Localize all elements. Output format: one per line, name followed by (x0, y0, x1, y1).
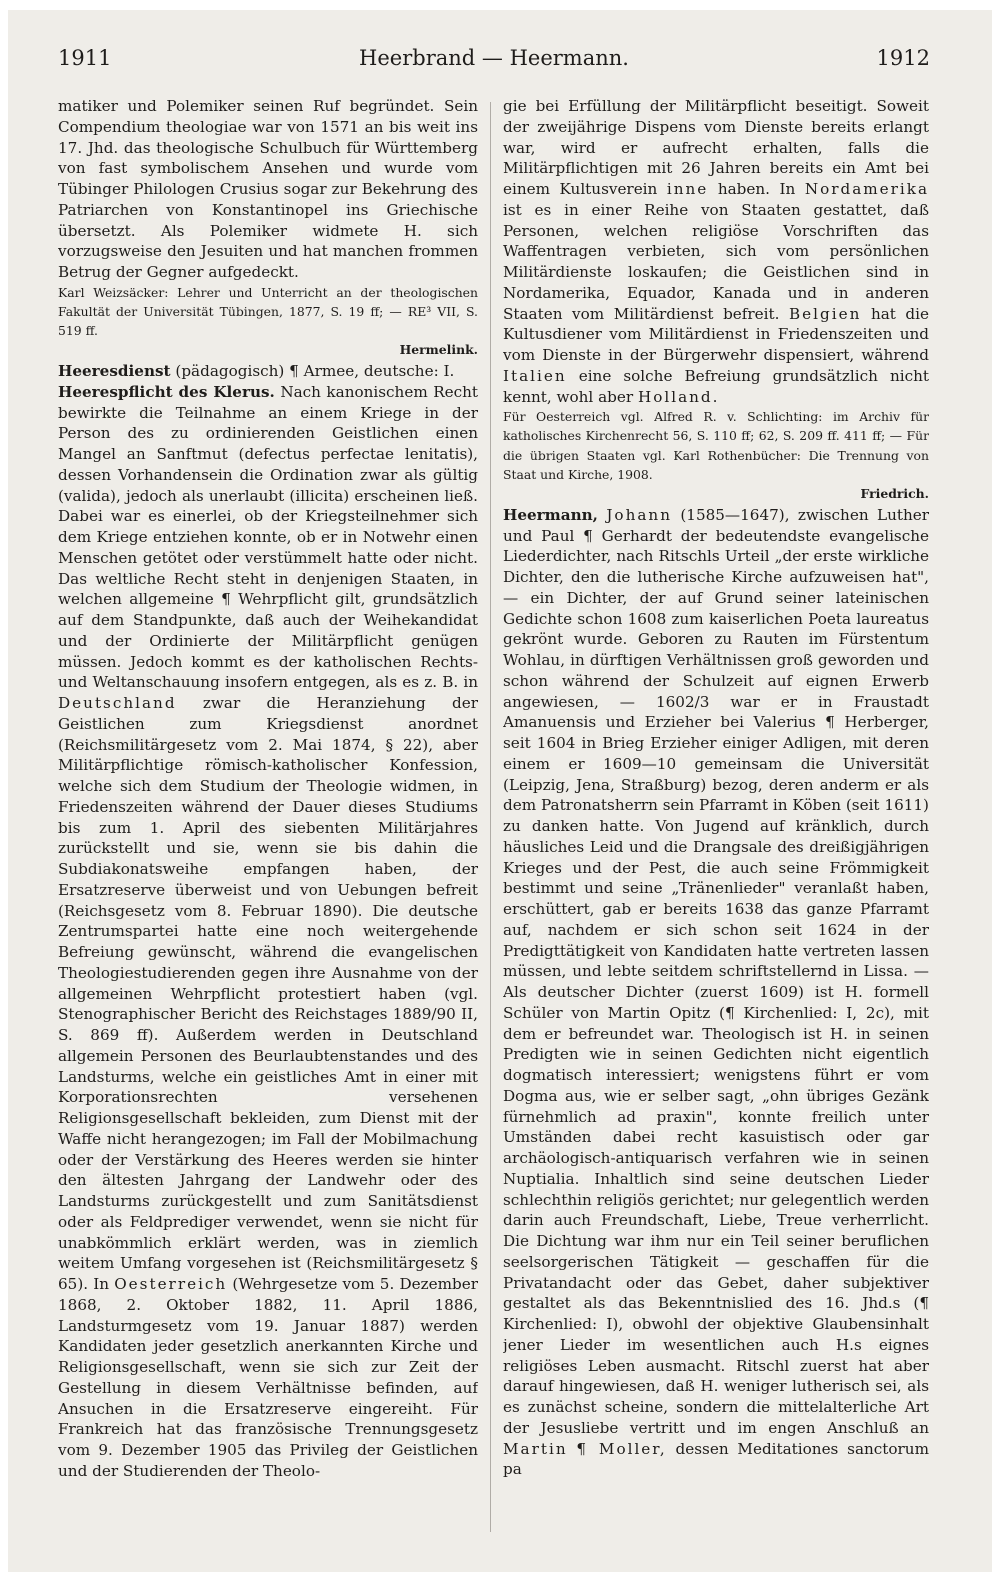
spaced-term: Italien (503, 366, 567, 385)
entry (503, 505, 929, 1480)
entry (58, 361, 478, 382)
entry-text: dessen Meditationes sanctorum pa (503, 1439, 929, 1479)
running-title: Heerbrand — Heermann. (359, 46, 629, 70)
entry-text: gie bei Erfüllung der Militärpflicht beseitigt. Soweit der zweijährige Dispens vom Dienste bereits erlangt war, wird er aufrecht erhalten, falls die Militärpflichtigen mit 26 Jahren bereits ein Amt bei einem Kultusverein (503, 97, 929, 198)
spaced-term: Martin (503, 1439, 568, 1458)
author-signature: Hermelink. (399, 342, 478, 358)
entry-text: hat die Kultusdiener vom Militärdienst in Friedenszeiten und vom Dienste in der Bürgerwehr dispensiert, während (503, 304, 929, 364)
paragraph: matiker und Polemiker seinen Ruf begründet. Sein Compendium theologiae war von 1571 an bis weit ins 17. Jhd. das theologische Schulbuch für Württemberg von fast symbolischem Ansehen und wurde vom Tübinger Philologen Crusius sogar zur Bekehrung des Patriarchen von Konstantinopel ins Griechische übersetzt. Als Polemiker widmete H. sich vorzugsweise den Jesuiten und hat manchen frommen Betrug der Gegner aufgedeckt. (58, 97, 478, 281)
headword: Heeresdienst (58, 362, 171, 381)
left-column-number: 1911 (58, 46, 112, 70)
entry-text: haben. In (717, 180, 796, 198)
paragraph (503, 96, 929, 407)
entry-text: eine solche Befreiung grundsätzlich nicht kennt, wohl aber (503, 366, 929, 406)
spaced-term: inne (666, 180, 709, 198)
entry-text: Nach kanonischem Recht bewirkte die Teilnahme an einem Kriege in der Person des zu ordinierenden Geistlichen einen Mangel an Sanftmut (defectus perfectae lenitatis), dessen Vorhandensein die Ordination zwar als gültig (valida), jedoch als unerlaubt (illicita) erscheinen ließ. Dabei war es einerlei, ob der Kriegsteilnehmer sich dem Kriege entziehen konnte, ob er in Notwehr einen Menschen getötet oder verstümmelt hatte oder nicht. Das weltliche Recht steht in denjenigen Staaten, in welchen allgemeine ¶ Wehrpflicht gilt, grundsätzlich auf dem Standpunkte, daß auch der Weihekandidat und der Ordinierte der Militärpflicht genügen müssen. Jedoch kommt es der katholischen Rechts- und Weltanschauung insofern entgegen, als es z. B. in (58, 382, 478, 692)
spaced-term: Oesterreich (114, 1275, 228, 1294)
spaced-term: Johann (606, 505, 672, 524)
headword: Heermann, (503, 505, 598, 524)
spaced-term: Holland. (637, 387, 720, 406)
entry-text: (Wehrgesetze vom 5. Dezember 1868, 2. Oktober 1882, 11. April 1886, Landsturmgesetz vom 19. Januar 1887) werden Kandidaten jeder gesetzlich anerkannten Kirche und Religionsgesellschaft, wenn sie sich zur Zeit der Gestellung in diesem Verhältnisse befinden, auf Ansuchen in die Ersatzreserve eingereiht. Für Frankreich hat das französische Trennungsgesetz vom 9. Dezember 1905 das Privileg der Geistlichen und der Studierenden der Theolo- (58, 1275, 478, 1480)
entry-text: zwar die Heranziehung der Geistlichen zum Kriegsdienst anordnet (Reichsmilitärgesetz vom 2. Mai 1874, § 22), aber Militärpflichtige römisch-katholischer Konfession, welche sich dem Studium der Theologie widmen, in Friedenszeiten während der Dauer dieses Studiums bis zum 1. April des siebenten Militärjahres zurückstellt und sie, wenn sie bis dahin die Subdiakonatsweihe empfangen haben, der Ersatzreserve überweist und von Uebungen befreit (Reichsgesetz vom 8. Februar 1890). Die deutsche Zentrumspartei hatte eine noch weitergehende Befreiung gewünscht, während die evangelischen Theologiestudierenden gegen ihre Ausnahme von der allgemeinen Wehrpflicht protestiert haben (vgl. Stenographischer Bericht des Reichstages 1889/90 II, S. 869 ff). Außerdem werden in Deutschland allgemein Personen des Beurlaubtenstandes und des Landsturms, welche ein geistliches Amt in einer mit Korporationsrechten versehenen Religionsgesellschaft bekleiden, zum Dienst mit der Waffe nicht herangezogen; im Fall der Mobilmachung oder der Verstärkung des Heeres werden sie hinter den ältesten Jahrgang der Landwehr oder des Landsturms zurückgestellt und zum Sanitätsdienst oder als Feldprediger verwendet, wenn sie nicht für unabkömmlich erklärt werden, was in ziemlich weitem Umfang vorgesehen ist (Reichsmilitärgesetz § 65). In (58, 694, 478, 1294)
author-signature: Friedrich. (860, 486, 929, 502)
spaced-term: Nordamerika (804, 180, 929, 198)
literature-note: Karl Weizsäcker: Lehrer und Unterricht an der theologischen Fakultät der Universität Tübingen, 1877, S. 19 ff; — RE³ VII, S. 519 ff. (58, 284, 478, 339)
spaced-term: Belgien (789, 304, 862, 323)
right-column (503, 96, 929, 1536)
spaced-term: Deutschland (58, 694, 177, 713)
spaced-term: ¶ Moller, (576, 1439, 667, 1458)
document-page (8, 10, 992, 1572)
left-column (58, 96, 478, 1536)
entry-text: (pädagogisch) ¶ Armee, deutsche: I. (175, 362, 455, 381)
headword: Heerespflicht des Klerus. (58, 382, 275, 401)
right-column-number: 1912 (876, 46, 930, 70)
entry-text: (1585—1647), zwischen Luther und Paul ¶ Gerhardt der bedeutendste evangelische Liederdichter, nach Ritschls Urteil „der erste wirkliche Dichter, den die lutherische Kirche aufzuweisen hat", — ein Dichter, der auf Grund seiner lateinischen Gedichte schon 1608 zum kaiserlichen Poeta laureatus gekrönt wurde. Geboren zu Rauten im Fürstentum Wohlau, in dürftigen Verhältnissen groß geworden und schon während der Schulzeit auf eignen Erwerb angewiesen, — 1602/3 war er in Fraustadt Amanuensis und Erzieher bei Valerius ¶ Herberger, seit 1604 in Brieg Erzieher einiger Adligen, mit deren einem er 1609—10 gemeinsam die Universität (Leipzig, Jena, Straßburg) bezog, deren anderm er als dem Patronatsherrn sein Pfarramt in Köben (seit 1611) zu danken hatte. Von Jugend auf kränklich, durch häusliches Leid und die Drangsale des dreißigjährigen Krieges und der Pest, die auch seine Frömmigkeit bestimmt und seine „Tränenlieder" veranlaßt haben, erschüttert, gab er bereits 1638 das ganze Pfarramt auf, nachdem er sich schon seit 1624 in der Predigttätigkeit von Kandidaten hatte vertreten lassen müssen, und lebte seitdem schriftstellernd in Lissa. — Als deutscher Dichter (zuerst 1609) ist H. formell Schüler von Martin Opitz (¶ Kirchenlied: I, 2c), mit dem er befreundet war. Theologisch ist H. in seinen Predigten wie in seinen Gedichten nicht eigentlich dogmatisch interessiert; wenigstens führt er vom Dogma aus, wie er selber sagt, „ohn übriges Gezänk fürnehmlich ad praxin", konnte freilich unter Umständen dabei recht kasuistisch oder gar archäologisch-antiquarisch verfahren wie in seinen Nuptialia. Inhaltlich sind seine deutschen Lieder schlechthin religiös gerichtet; nur gelegentlich werden darin auch Freundschaft, Liebe, Treue verherrlicht. Die Dichtung war ihm nur ein Teil seiner beruflichen seelsorgerischen Tätigkeit — geschaffen für die Privatandacht oder das Gebet, daher subjektiver gestaltet als das Bekenntnislied des 16. Jhd.s (¶ Kirchenlied: I), obwohl der objektive Glaubensinhalt jener Lieder im wesentlichen auch H.s eignes religiöses Leben ausmacht. Ritschl zuerst hat aber darauf hingewiesen, daß H. weniger lutherisch sei, als es zunächst scheine, sondern die mittelalterliche Art der Jesusliebe vertritt und im engen Anschluß an (503, 505, 929, 1437)
literature-note: Für Oesterreich vgl. Alfred R. v. Schlichting: im Archiv für katholisches Kirchenrecht 56, S. 110 ff; 62, S. 209 ff. 411 ff; — Für die übrigen Staaten vgl. Karl Rothenbücher: Die Trennung von Staat und Kirche, 1908. (503, 409, 929, 482)
entry (58, 382, 478, 1482)
page-header (58, 46, 930, 80)
column-divider (490, 102, 491, 1532)
entry-text: ist es in einer Reihe von Staaten gestattet, daß Personen, welchen religiöse Vorschriften das Waffentragen verbieten, sich vom persönlichen Militärdienste loskaufen; die Geistlichen sind in Nordamerika, Equador, Kanada und in anderen Staaten vom Militärdienst befreit. (503, 200, 929, 323)
